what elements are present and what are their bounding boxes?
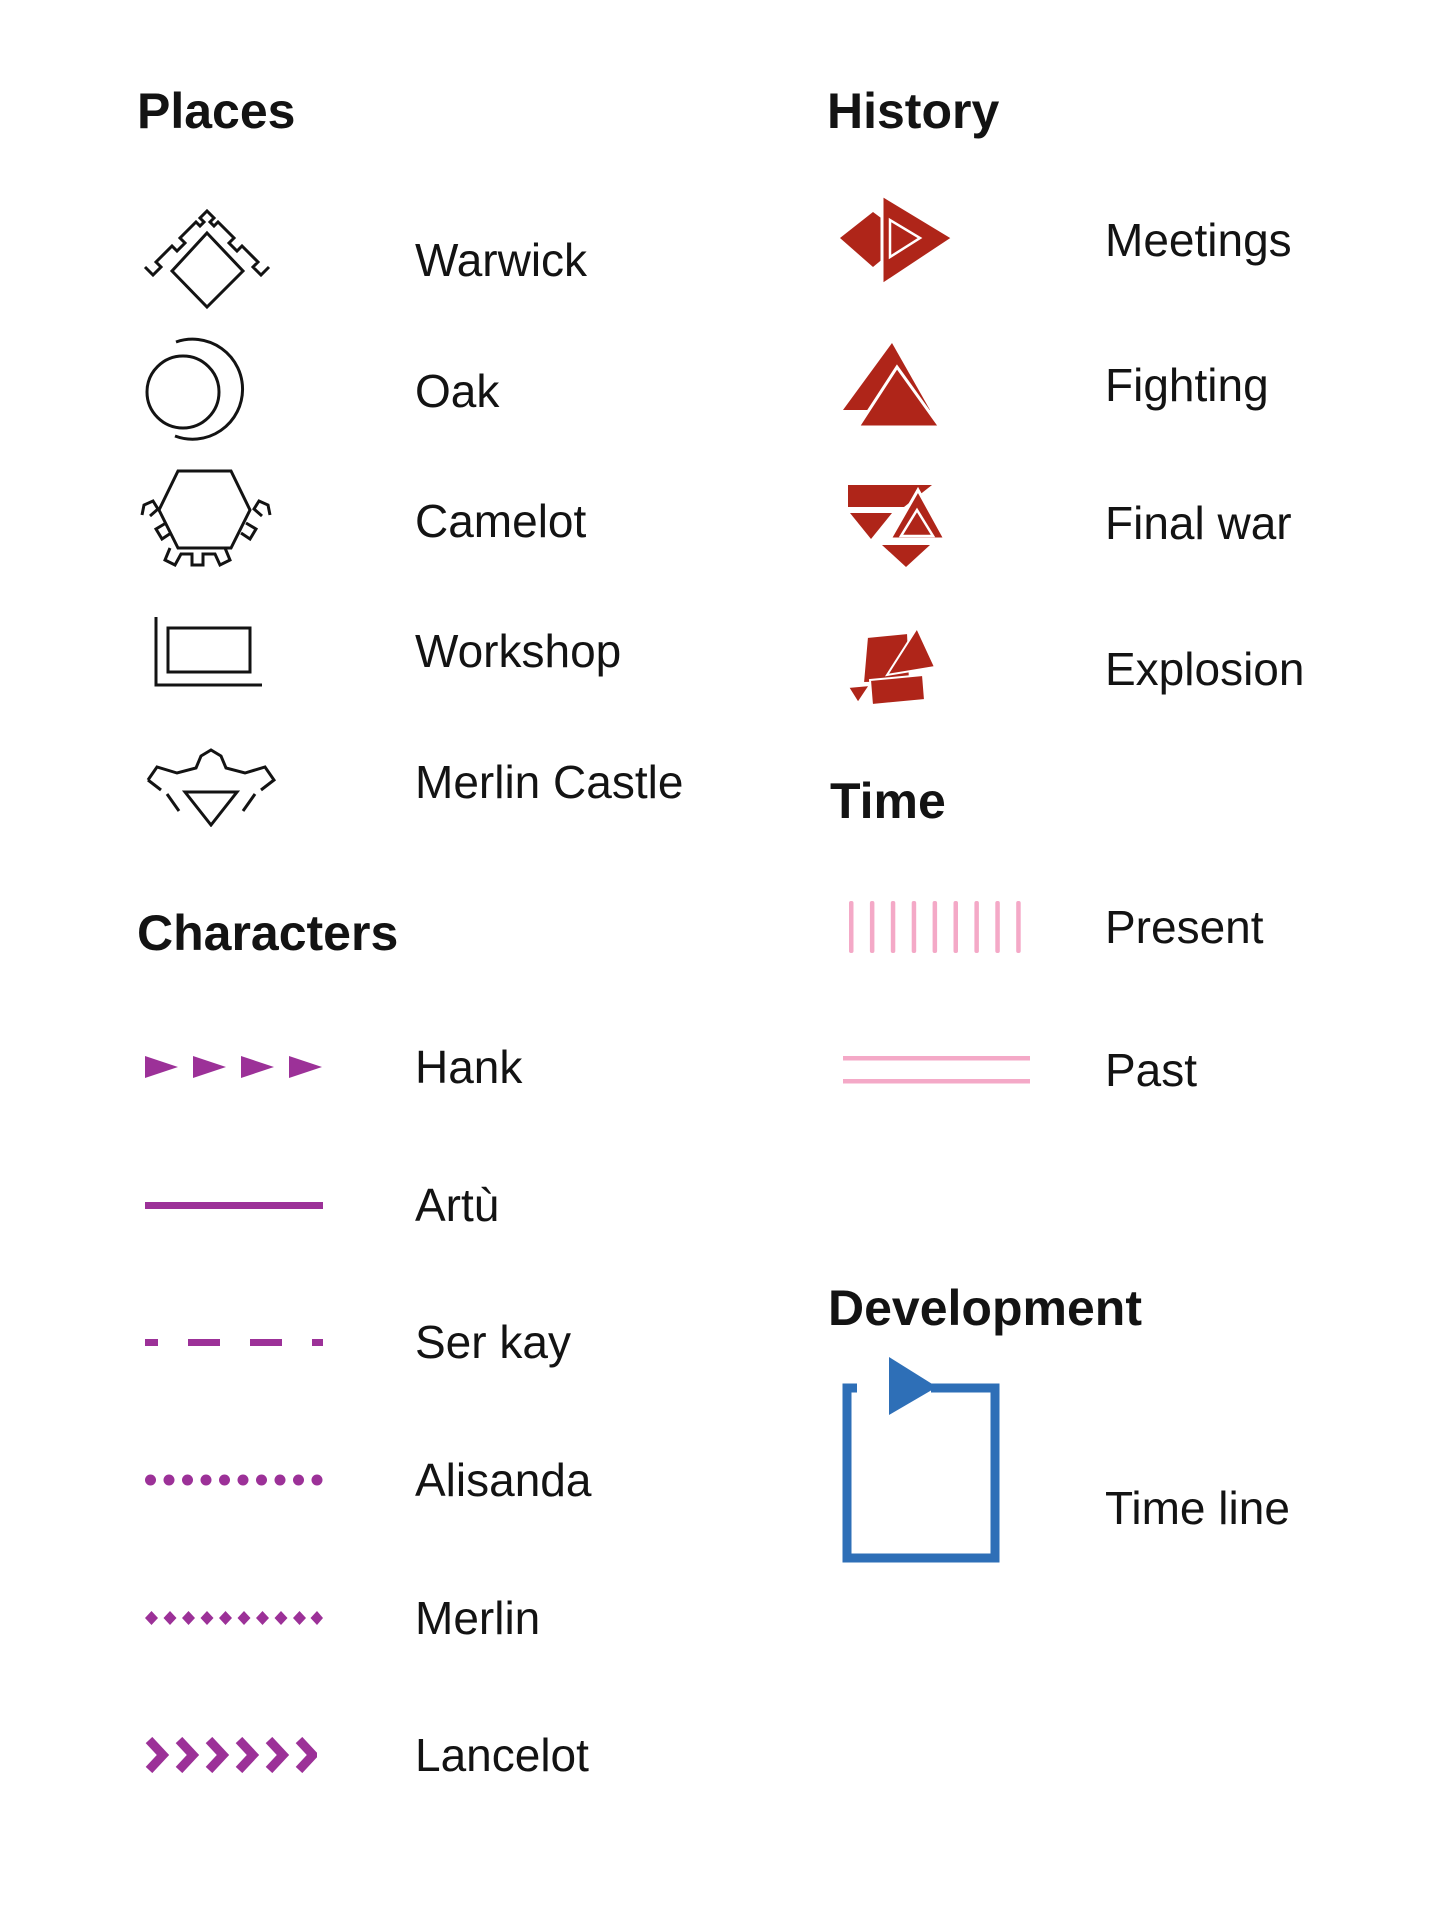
- label-alisanda: Alisanda: [415, 1454, 592, 1506]
- label-oak: Oak: [415, 365, 500, 417]
- label-ser-kay: Ser kay: [415, 1316, 571, 1368]
- label-workshop: Workshop: [415, 625, 622, 677]
- section-heading-history: History: [827, 83, 1000, 139]
- label-fighting: Fighting: [1105, 359, 1269, 411]
- label-camelot: Camelot: [415, 495, 587, 547]
- label-artu: Artù: [415, 1179, 500, 1231]
- label-merlin: Merlin: [415, 1592, 541, 1644]
- ser-kay-line-icon: [145, 1330, 323, 1355]
- present-marks-icon: [849, 901, 1021, 953]
- label-present: Present: [1105, 901, 1264, 953]
- past-lines-icon: [843, 1056, 1030, 1084]
- section-heading-development: Development: [828, 1280, 1142, 1336]
- label-warwick: Warwick: [415, 234, 588, 286]
- section-heading-time: Time: [830, 773, 946, 829]
- hank-line-icon: [145, 1055, 323, 1079]
- label-final-war: Final war: [1105, 497, 1292, 549]
- warwick-icon: [142, 203, 274, 311]
- label-lancelot: Lancelot: [415, 1729, 589, 1781]
- label-past: Past: [1105, 1044, 1198, 1096]
- lancelot-line-icon: [145, 1737, 317, 1773]
- fighting-icon: [843, 343, 950, 427]
- time-line-icon: [841, 1353, 1001, 1565]
- label-explosion: Explosion: [1105, 643, 1305, 695]
- label-hank: Hank: [415, 1041, 523, 1093]
- camelot-icon: [140, 468, 272, 573]
- section-heading-characters: Characters: [137, 905, 399, 961]
- merlin-castle-icon: [145, 747, 277, 827]
- explosion-icon: [848, 626, 936, 712]
- label-merlin-castle: Merlin Castle: [415, 756, 684, 808]
- meetings-icon: [840, 195, 953, 287]
- merlin-line-icon: [145, 1606, 323, 1630]
- final-war-icon: [848, 483, 945, 567]
- artu-line-icon: [145, 1199, 323, 1213]
- section-heading-places: Places: [137, 83, 296, 139]
- alisanda-line-icon: [145, 1468, 323, 1492]
- label-time-line: Time line: [1105, 1482, 1290, 1534]
- label-meetings: Meetings: [1105, 214, 1292, 266]
- workshop-icon: [152, 615, 264, 690]
- oak-icon: [145, 336, 258, 446]
